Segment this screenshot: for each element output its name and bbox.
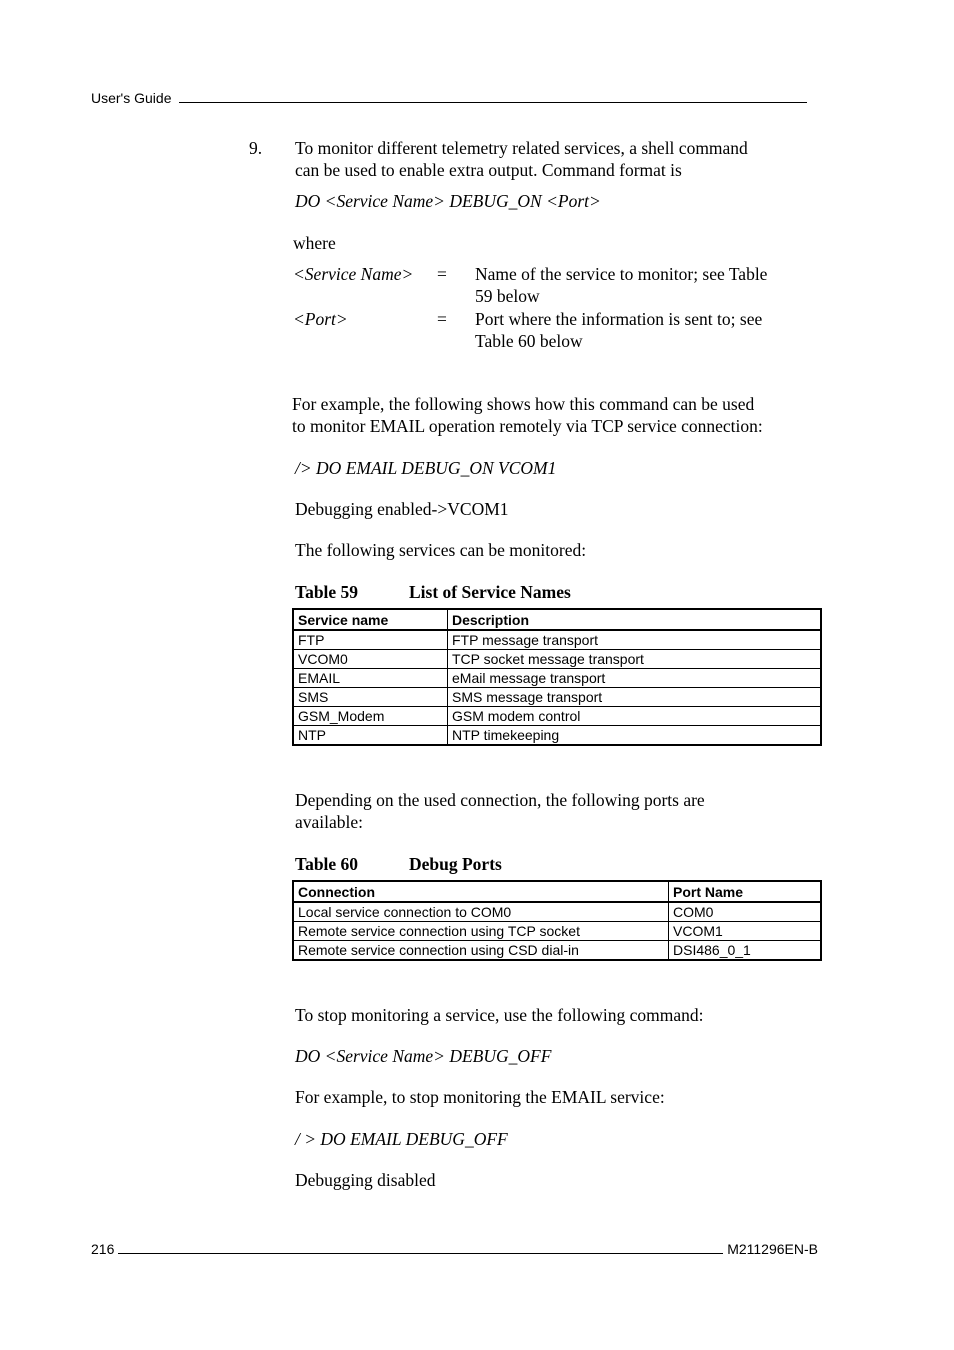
table-row (293, 669, 821, 688)
table-header-row (293, 881, 821, 902)
table-cell: NTP timekeeping (448, 726, 822, 746)
ports-intro-line: available: (295, 812, 364, 832)
table-60-number: Table 60 (295, 854, 359, 874)
table-row (293, 630, 821, 650)
command-format: DO <Service Name> DEBUG_ON <Port> (295, 191, 601, 211)
table-cell: SMS (293, 688, 448, 707)
table-row (293, 707, 821, 726)
step-number: 9. (249, 138, 263, 158)
definition-term-port: <Port> (293, 309, 348, 329)
page-header (91, 90, 815, 106)
definition-equals: = (437, 309, 447, 329)
table-cell: eMail message transport (448, 669, 822, 688)
where-label: where (293, 233, 336, 253)
definition-line: Port where the information is sent to; see (475, 309, 763, 329)
example-command: /> DO EMAIL DEBUG_ON VCOM1 (295, 458, 557, 478)
stop-intro: To stop monitoring a service, use the following command: (295, 1005, 704, 1025)
table-cell: NTP (293, 726, 448, 746)
table-cell: VCOM1 (669, 922, 822, 941)
stop-example-intro: For example, to stop monitoring the EMAIL service: (295, 1087, 665, 1107)
column-header: Service name (293, 609, 448, 630)
definition-line: Table 60 below (475, 331, 583, 351)
step-text (295, 137, 748, 181)
header-rule (179, 90, 807, 103)
example-intro-line: to monitor EMAIL operation remotely via TCP service connection: (292, 416, 763, 436)
table-cell: Remote service connection using TCP socket (293, 922, 669, 941)
footer-rule (118, 1241, 723, 1254)
stop-example-command: / > DO EMAIL DEBUG_OFF (295, 1129, 508, 1149)
table-cell: VCOM0 (293, 650, 448, 669)
table-60-title: Debug Ports (409, 854, 502, 874)
table-cell: EMAIL (293, 669, 448, 688)
example-result: Debugging enabled->VCOM1 (295, 499, 509, 519)
table-row (293, 650, 821, 669)
table-service-names (292, 608, 822, 746)
table-cell: GSM_Modem (293, 707, 448, 726)
definition-description (475, 308, 810, 352)
definition-line: Name of the service to monitor; see Table (475, 264, 768, 284)
table-cell: TCP socket message transport (448, 650, 822, 669)
column-header: Connection (293, 881, 669, 902)
stop-example-result: Debugging disabled (295, 1170, 436, 1190)
table-row (293, 902, 821, 922)
column-header: Description (448, 609, 822, 630)
table-header-row (293, 609, 821, 630)
definition-equals: = (437, 264, 447, 284)
document-code: M211296EN-B (727, 1241, 818, 1257)
definition-description (475, 263, 810, 307)
definition-line: 59 below (475, 286, 540, 306)
table-59-title: List of Service Names (409, 582, 571, 602)
header-title: User's Guide (91, 90, 172, 106)
example-intro-line: For example, the following shows how this command can be used (292, 394, 755, 414)
table-cell: FTP (293, 630, 448, 650)
page-number: 216 (91, 1241, 115, 1257)
table-cell: Remote service connection using CSD dial-in (293, 941, 669, 961)
definition-term-service-name: <Service Name> (293, 264, 414, 284)
table-cell: GSM modem control (448, 707, 822, 726)
table-cell: DSI486_0_1 (669, 941, 822, 961)
table-debug-ports (292, 880, 822, 961)
step-line-1: To monitor different telemetry related services, a shell command (295, 138, 748, 158)
table-row (293, 688, 821, 707)
step-line-2: can be used to enable extra output. Command format is (295, 160, 682, 180)
ports-intro (295, 789, 705, 833)
table-cell: COM0 (669, 902, 822, 922)
column-header: Port Name (669, 881, 822, 902)
table-cell: Local service connection to COM0 (293, 902, 669, 922)
page-footer (91, 1241, 818, 1257)
table-cell: FTP message transport (448, 630, 822, 650)
table-59-number: Table 59 (295, 582, 359, 602)
ports-intro-line: Depending on the used connection, the following ports are (295, 790, 705, 810)
table-row (293, 726, 821, 746)
services-intro: The following services can be monitored: (295, 540, 587, 560)
table-row (293, 922, 821, 941)
example-intro (292, 393, 763, 437)
table-cell: SMS message transport (448, 688, 822, 707)
table-row (293, 941, 821, 961)
stop-command: DO <Service Name> DEBUG_OFF (295, 1046, 552, 1066)
